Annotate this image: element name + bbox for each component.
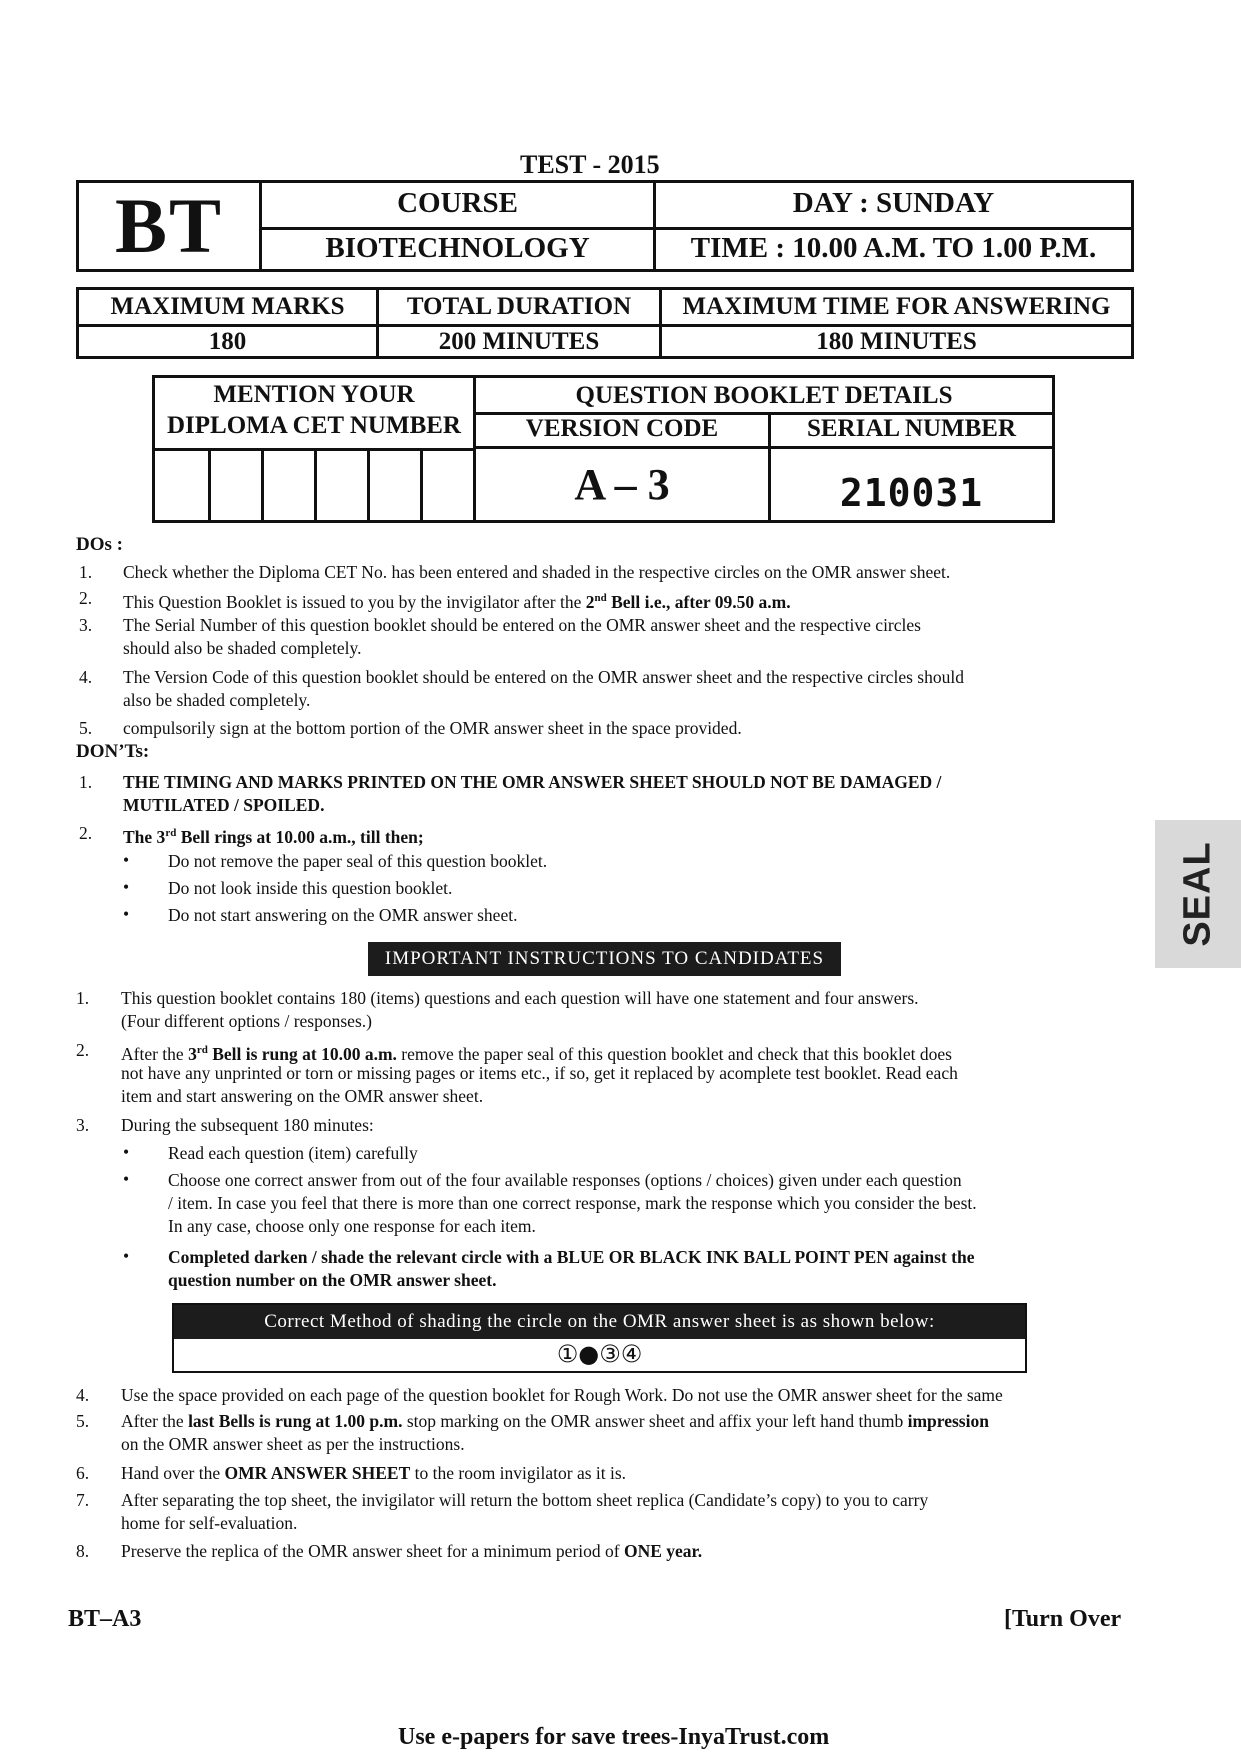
booklet-code: BT–A3: [68, 1606, 142, 1632]
list-item-continued: also be shaded completely.: [123, 690, 311, 710]
divider: [476, 446, 1052, 449]
list-item-continued: should also be shaded completely.: [123, 638, 362, 658]
cet-digit-box: [314, 448, 317, 520]
bullet: •: [123, 1142, 130, 1162]
seal-label: SEAL: [1176, 841, 1219, 947]
list-number: 2.: [79, 588, 93, 608]
exam-time: TIME : 10.00 A.M. TO 1.00 P.M.: [690, 232, 1097, 264]
list-number: 8.: [76, 1541, 90, 1561]
list-item: After the 3rd Bell is rung at 10.00 a.m. remove the paper seal of this question booklet and check that this booklet does: [121, 1043, 952, 1064]
answer-time-label: MAXIMUM TIME FOR ANSWERING: [682, 293, 1111, 320]
bullet-item: Completed darken / shade the relevant circle with a BLUE OR BLACK INK BALL POINT PEN against the: [168, 1247, 975, 1267]
version-code-label: VERSION CODE: [525, 415, 719, 442]
bullet: •: [123, 850, 130, 870]
list-number: 1.: [79, 772, 93, 792]
divider: [262, 227, 1131, 230]
list-item-continued: MUTILATED / SPOILED.: [123, 795, 325, 815]
list-item: Use the space provided on each page of the question booklet for Rough Work. Do not use the OMR answer sheet for the same: [121, 1385, 1003, 1405]
list-item-continued: home for self-evaluation.: [121, 1513, 298, 1533]
seal-tab: [1155, 820, 1241, 968]
divider: [79, 324, 1131, 327]
bullet-item: Do not remove the paper seal of this question booklet.: [168, 851, 548, 871]
dos-heading: DOs :: [76, 534, 123, 555]
exam-day: DAY : SUNDAY: [792, 187, 995, 219]
bullet-item-continued: In any case, choose only one response for each item.: [168, 1216, 536, 1236]
list-number: 5.: [76, 1411, 90, 1431]
list-item: The Version Code of this question booklet should be entered on the OMR answer sheet and the respective circles should: [123, 667, 964, 687]
serial-number-value: 210031: [839, 471, 984, 515]
list-item-continued: not have any unprinted or torn or missing pages or items etc., if so, get it replaced by acomplete test booklet. Read each: [121, 1063, 958, 1083]
list-item-continued: item and start answering on the OMR answer sheet.: [121, 1086, 484, 1106]
list-item: Preserve the replica of the OMR answer sheet for a minimum period of ONE year.: [121, 1541, 703, 1561]
bullet-item-continued: question number on the OMR answer sheet.: [168, 1270, 497, 1290]
cet-digit-box: [367, 448, 370, 520]
bullet-item: Choose one correct answer from out of the four available responses (options / choices) given under each question: [168, 1170, 962, 1190]
max-marks-value: 180: [208, 328, 247, 355]
bullet: •: [123, 877, 130, 897]
list-item: The Serial Number of this question booklet should be entered on the OMR answer sheet and the respective circles: [123, 615, 921, 635]
list-item: This Question Booklet is issued to you by the invigilator after the 2nd Bell i.e., after 09.50 a.m.: [123, 591, 791, 612]
course-name: BIOTECHNOLOGY: [325, 232, 590, 264]
list-item: Check whether the Diploma CET No. has been entered and shaded in the respective circles on the OMR answer sheet.: [123, 562, 951, 582]
list-item: compulsorily sign at the bottom portion of the OMR answer sheet in the space provided.: [123, 718, 742, 738]
list-number: 7.: [76, 1490, 90, 1510]
turn-over: [Turn Over: [1004, 1606, 1122, 1632]
booklet-details: [152, 375, 1055, 523]
duration-label: TOTAL DURATION: [406, 293, 632, 320]
bullet: •: [123, 1246, 130, 1266]
shading-banner: Correct Method of shading the circle on the OMR answer sheet is as shown below:: [174, 1305, 1025, 1339]
course-header: [76, 180, 1134, 272]
list-item: This question booklet contains 180 (items) questions and each question will have one statement and four answers.: [121, 988, 919, 1008]
list-number: 3.: [76, 1115, 90, 1135]
marks-table: [76, 287, 1134, 359]
list-number: 2.: [76, 1040, 90, 1060]
bullet: •: [123, 1169, 130, 1189]
shading-example: [172, 1303, 1027, 1373]
bullet-item-continued: / item. In case you feel that there is more than one correct response, mark the response which you consider the best.: [168, 1193, 977, 1213]
list-item: After the last Bells is rung at 1.00 p.m. stop marking on the OMR answer sheet and affix your left hand thumb impression: [121, 1411, 989, 1431]
list-item: THE TIMING AND MARKS PRINTED ON THE OMR ANSWER SHEET SHOULD NOT BE DAMAGED /: [123, 772, 942, 792]
list-item: After separating the top sheet, the invigilator will return the bottom sheet replica (Candidate’s copy) to you to carry: [121, 1490, 929, 1510]
list-number: 2.: [79, 823, 93, 843]
serial-number-label: SERIAL NUMBER: [806, 415, 1017, 442]
list-number: 1.: [79, 562, 93, 582]
footer-watermark: Use e-papers for save trees-InyaTrust.com: [398, 1724, 830, 1750]
max-marks-label: MAXIMUM MARKS: [110, 293, 345, 320]
mention-line1: MENTION YOUR: [213, 381, 415, 408]
cet-digit-box: [261, 448, 264, 520]
bullet-item: Read each question (item) carefully: [168, 1143, 418, 1163]
test-title: TEST - 2015: [520, 150, 660, 179]
list-number: 1.: [76, 988, 90, 1008]
list-item-continued: (Four different options / responses.): [121, 1011, 372, 1031]
duration-value: 200 MINUTES: [438, 328, 600, 355]
version-code-value: A – 3: [574, 460, 670, 509]
shading-circles: ①●③④: [556, 1340, 643, 1368]
mention-line2: DIPLOMA CET NUMBER: [166, 412, 461, 439]
answer-time-value: 180 MINUTES: [816, 328, 977, 355]
bullet-item: Do not start answering on the OMR answer sheet.: [168, 905, 518, 925]
list-item: The 3rd Bell rings at 10.00 a.m., till then;: [123, 826, 424, 847]
instructions-banner: IMPORTANT INSTRUCTIONS TO CANDIDATES: [368, 942, 841, 976]
list-number: 6.: [76, 1463, 90, 1483]
bullet: •: [123, 904, 130, 924]
list-item-continued: on the OMR answer sheet as per the instructions.: [121, 1434, 465, 1454]
list-item: During the subsequent 180 minutes:: [121, 1115, 374, 1135]
cet-digit-box: [420, 448, 423, 520]
bullet-item: Do not look inside this question booklet.: [168, 878, 453, 898]
list-number: 5.: [79, 718, 93, 738]
list-number: 4.: [79, 667, 93, 687]
booklet-details-label: QUESTION BOOKLET DETAILS: [575, 382, 953, 409]
subject-code: BT: [79, 183, 262, 269]
cet-digit-box: [208, 448, 211, 520]
list-number: 3.: [79, 615, 93, 635]
donts-heading: DON’Ts:: [76, 741, 150, 762]
course-label: COURSE: [397, 187, 518, 219]
list-number: 4.: [76, 1385, 90, 1405]
list-item: Hand over the OMR ANSWER SHEET to the room invigilator as it is.: [121, 1463, 627, 1483]
